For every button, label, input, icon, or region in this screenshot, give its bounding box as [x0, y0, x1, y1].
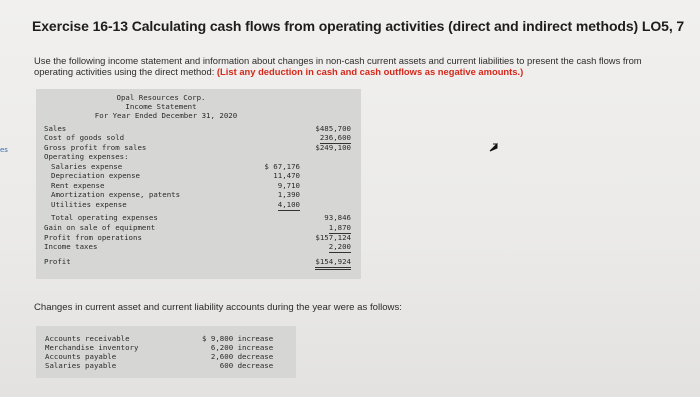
- changes-label: Salaries payable: [45, 361, 117, 370]
- changes-amount: 2,600 decrease: [202, 352, 274, 361]
- changes-label: Accounts payable: [45, 352, 117, 361]
- statement-row: [36, 223, 361, 233]
- row-amount: $ 67,176: [264, 162, 300, 171]
- row-amount: 1,390: [277, 190, 300, 199]
- statement-row: [36, 190, 361, 200]
- row-total: 2,200: [328, 242, 351, 251]
- changes-amount: 600 decrease: [202, 361, 274, 370]
- instructions: [34, 55, 674, 77]
- income-statement: [36, 89, 361, 279]
- statement-row: [36, 213, 361, 223]
- instructions-text: Use the following income statement and information about changes in non-cash current assets and current liabilities to present the cash flows from operating activities using the direct method:: [34, 55, 642, 77]
- row-label: Cost of goods sold: [44, 133, 125, 142]
- row-label: Profit: [44, 257, 71, 266]
- row-total: $154,924: [315, 257, 351, 270]
- row-label: Gain on sale of equipment: [44, 223, 156, 232]
- row-label: Profit from operations: [44, 233, 142, 242]
- row-label: Operating expenses:: [44, 152, 129, 161]
- changes-table: [36, 326, 296, 378]
- instructions-emphasis: (List any deduction in cash and cash outflows as negative amounts.): [216, 66, 524, 77]
- row-total: 93,846: [324, 213, 351, 222]
- row-total: $249,100: [315, 143, 351, 152]
- row-label: Total operating expenses: [51, 213, 158, 222]
- row-label: Depreciation expense: [51, 171, 140, 180]
- row-amount: 4,100: [277, 200, 300, 209]
- row-total: $485,700: [315, 124, 351, 133]
- row-label: Amortization expense, patents: [51, 190, 181, 199]
- changes-row: [36, 352, 296, 361]
- statement-name: Income Statement: [125, 102, 197, 111]
- changes-title: Changes in current asset and current liability accounts during the year were as follows:: [34, 302, 402, 313]
- changes-row: [36, 334, 296, 343]
- row-label: Salaries expense: [51, 162, 123, 171]
- row-amount: 9,710: [277, 181, 300, 190]
- mouse-cursor-icon: [489, 139, 499, 149]
- changes-amount: $ 9,800 increase: [202, 334, 274, 343]
- changes-label: Merchandise inventory: [45, 343, 139, 352]
- changes-row: [36, 343, 296, 352]
- statement-row: [36, 133, 361, 143]
- statement-row: [36, 242, 361, 252]
- sidebar-fragment[interactable]: es: [0, 146, 8, 154]
- row-label: Utilities expense: [51, 200, 127, 209]
- statement-row: [36, 152, 361, 162]
- row-total: $157,124: [315, 233, 351, 242]
- row-label: Rent expense: [51, 181, 105, 190]
- row-label: Income taxes: [44, 242, 98, 251]
- statement-row: [36, 200, 361, 210]
- row-amount: 11,470: [273, 171, 300, 180]
- exercise-title: Exercise 16-13 Calculating cash flows from operating activities (direct and indirect methods) LO5, 7: [32, 18, 685, 34]
- statement-period: For Year Ended December 31, 2020: [94, 111, 238, 120]
- changes-row: [36, 361, 296, 370]
- row-label: Gross profit from sales: [44, 143, 147, 152]
- row-total: 1,870: [328, 223, 351, 232]
- changes-label: Accounts receivable: [45, 334, 130, 343]
- changes-amount: 6,200 increase: [202, 343, 274, 352]
- row-label: Sales: [44, 124, 67, 133]
- statement-row: [36, 171, 361, 181]
- statement-row: [36, 257, 361, 267]
- company-name: Opal Resources Corp.: [116, 93, 206, 102]
- row-total: 236,600: [319, 133, 351, 142]
